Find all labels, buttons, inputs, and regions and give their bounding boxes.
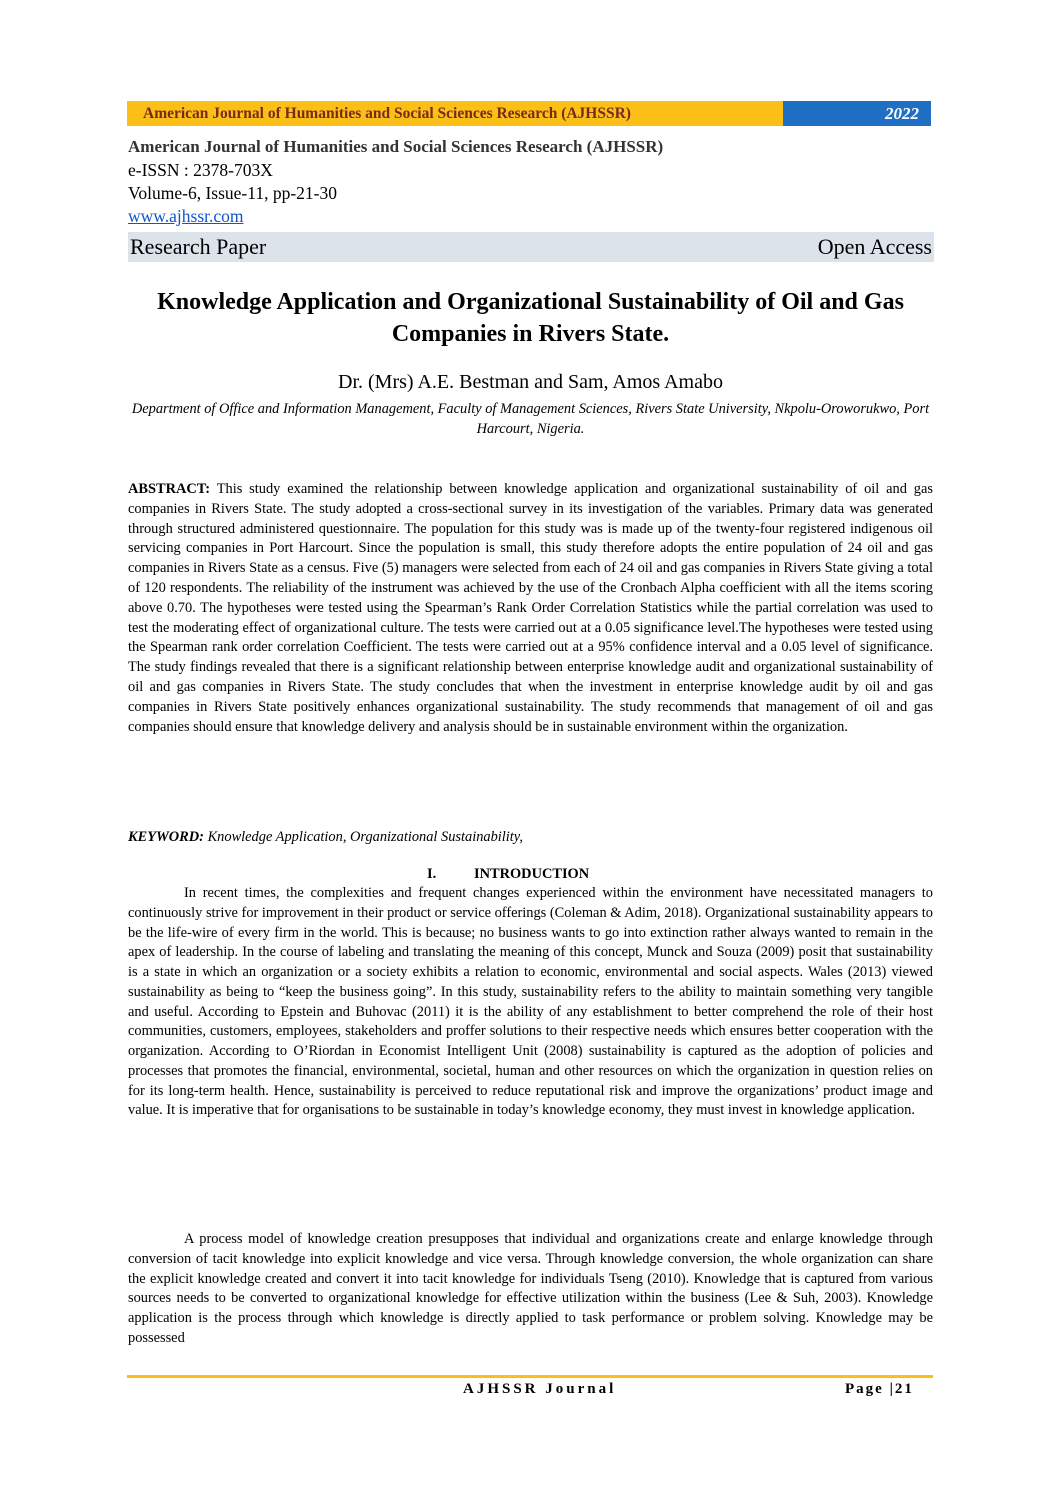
keywords xyxy=(128,828,933,847)
article-type-bar xyxy=(128,232,934,262)
abstract-text: This study examined the relationship between knowledge application and organizational sustainability of oil and gas companies in Rivers State. The study adopted a cross-sectional survey in its investigation of the variables. Primary data was generated through structured administered questionnaire. The population for this study was is made up of the twenty-four registered indigenous oil servicing companies in Port Harcourt. Since the population is small, this study therefore adopts the entire population of 24 oil and gas companies in Rivers State as a census. Five (5) managers were selected from each of 24 oil and gas companies in Rivers State giving a total of 120 respondents. The reliability of the instrument was achieved by the use of the Cronbach Alpha coefficient with all the items scoring above 0.70. The hypotheses were tested using the Spearman’s Rank Order Correlation Statistics while the partial correlation was used to test the moderating effect of organizational culture. The tests were carried out at a 0.05 significance level.The hypotheses were tested using the Spearman rank order correlation Coefficient. The tests were carried out at a 95% confidence interval and a 0.05 level of significance. The study findings revealed that there is a significant relationship between enterprise knowledge audit and organizational sustainability of oil and gas companies in Rivers State. The study concludes that when the investment in enterprise knowledge audit by oil and gas companies in Rivers State positively enhances organizational sustainability. The study recommends that management of oil and gas companies should ensure that knowledge delivery and analysis should be in sustainable environment within the organization. xyxy=(128,481,933,735)
section-title: INTRODUCTION xyxy=(474,866,590,882)
journal-name: American Journal of Humanities and Social Sciences Research (AJHSSR) xyxy=(128,137,664,156)
section-number: I. xyxy=(427,866,437,882)
keyword-text: Knowledge Application, Organizational Sustainability, xyxy=(207,829,523,845)
volume-issue: Volume-6, Issue-11, pp-21-30 xyxy=(128,183,338,203)
footer-rule xyxy=(127,1375,933,1378)
intro-paragraph-1: In recent times, the complexities and frequent changes experienced within the environment have necessitated managers to continuously strive for improvement in their product or service offerings (Coleman & Adim, 2018). Organizational sustainability appears to be the life-wire of every firm in the world. This is because; no business wants to go into extinction rather always wanted to remain in the apex of leadership. In the course of labeling and translating the meaning of this concept, Munck and Souza (2009) posit that sustainability is a state in which an organization or a society exhibits a relation to economic, environmental and social aspects. Wales (2013) viewed sustainability as being to “keep the business going”. In this study, sustainability refers to the ability to maintain something very tangible and useful. According to Epstein and Buhovac (2011) it is the ability of any establishment to better comprehend the role of their host communities, customers, employees, stakeholders and proffer solutions to their respective needs which ensures better cooperation with the organization. According to O’Riordan in Economist Intelligent Unit (2008) sustainability is captured as the adoption of policies and processes that promotes the financial, environmental, societal, human and other resources on which the organization in question relies on for its long-term health. Hence, sustainability is perceived to reduce reputational risk and improve the organizations’ product image and value. It is imperative that for organisations to be sustainable in today’s knowledge economy, they must invest in knowledge application. xyxy=(128,885,933,1119)
paper-title: Knowledge Application and Organizational Sustainability of Oil and Gas Companies in Rivers State. xyxy=(157,289,904,347)
journal-website-link[interactable]: www.ajhssr.com xyxy=(128,206,244,226)
affiliation: Department of Office and Information Management, Faculty of Management Sciences, Rivers State University, Nkpolu-Oroworukwo, Port Harcourt, Nigeria. xyxy=(131,401,930,437)
banner-journal-name: American Journal of Humanities and Social Sciences Research (AJHSSR) xyxy=(127,101,783,126)
footer-journal: AJHSSR Journal xyxy=(463,1381,617,1397)
abstract-label: ABSTRACT: xyxy=(128,481,211,497)
intro-paragraph-2: A process model of knowledge creation presupposes that individual and organizations create and enlarge knowledge through conversion of tacit knowledge into explicit knowledge and vice versa. Through knowledge conversion, the whole organization can share the explicit knowledge created and convert it into tacit knowledge for individuals Tseng (2010). Knowledge that is captured from various sources needs to be converted to organizational knowledge for effective utilization within the business (Lee & Suh, 2003). Knowledge application is the process through which knowledge is directly applied to task performance or problem solving. Knowledge may be possessed xyxy=(128,1231,933,1346)
open-access-label: Open Access xyxy=(817,234,932,259)
article-type: Research Paper xyxy=(130,234,267,259)
keyword-label: KEYWORD: xyxy=(128,829,204,845)
journal-meta xyxy=(128,135,933,228)
footer-page-number: Page |21 xyxy=(845,1381,914,1397)
journal-banner xyxy=(127,101,931,126)
abstract xyxy=(128,480,933,737)
authors: Dr. (Mrs) A.E. Bestman and Sam, Amos Amabo xyxy=(338,371,723,393)
banner-year: 2022 xyxy=(783,101,931,126)
eissn: e-ISSN : 2378-703X xyxy=(128,160,273,180)
